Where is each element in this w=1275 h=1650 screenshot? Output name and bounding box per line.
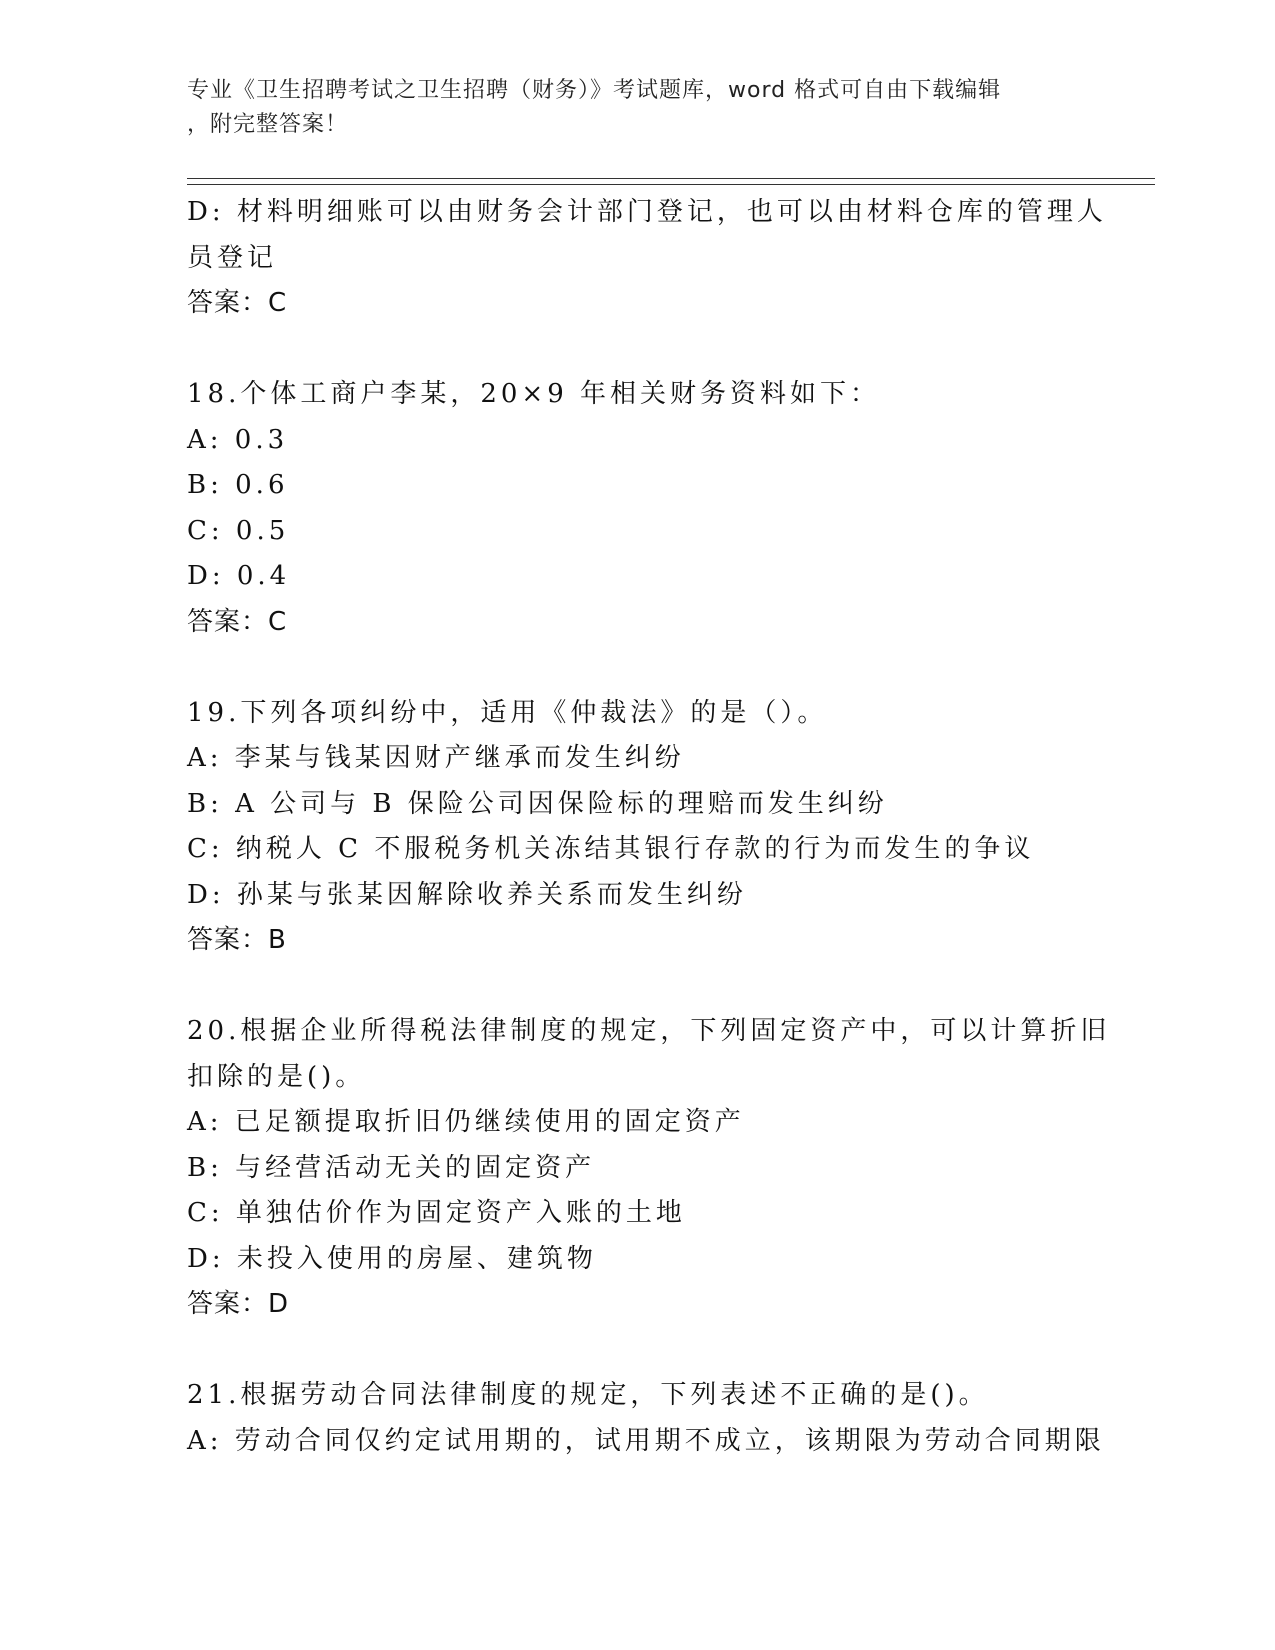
question-19 <box>187 691 1087 964</box>
option-b: B: 与经营活动无关的固定资产 <box>187 1152 596 1183</box>
question-18 <box>187 372 1087 645</box>
option-a: A: 已足额提取折旧仍继续使用的固定资产 <box>187 1107 745 1137</box>
answer: 答案：D <box>187 1289 290 1319</box>
question-20 <box>187 1009 1111 1328</box>
question-stem: 19.下列各项纠纷中，适用《仲裁法》的是（）。 <box>187 697 828 728</box>
spacer <box>187 645 1087 691</box>
question-17-continuation <box>187 190 1107 327</box>
document-header <box>187 74 1067 142</box>
header-divider-top <box>187 178 1155 179</box>
spacer <box>187 327 1087 373</box>
question-stem: 21.根据劳动合同法律制度的规定，下列表述不正确的是()。 <box>187 1380 989 1410</box>
question-stem: 18.个体工商户李某，20×9 年相关财务资料如下： <box>187 379 881 409</box>
answer: 答案：C <box>187 288 288 318</box>
option-c: C: 0.5 <box>187 515 290 546</box>
question-stem: 20.根据企业所得税法律制度的规定，下列固定资产中，可以计算折旧 <box>187 1016 1111 1046</box>
document-body <box>187 190 1111 1464</box>
option-c: C: 单独估价作为固定资产入账的土地 <box>187 1198 686 1228</box>
option-d: D: 0.4 <box>187 561 291 591</box>
option-c: C: 纳税人 C 不服税务机关冻结其银行存款的行为而发生的争议 <box>187 834 1035 864</box>
header-line-2: ，附完整答案！ <box>187 112 349 137</box>
answer: 答案：B <box>187 925 287 955</box>
option-d: D: 材料明细账可以由财务会计部门登记，也可以由材料仓库的管理人 <box>187 197 1107 227</box>
option-d: D: 未投入使用的房屋、建筑物 <box>187 1243 597 1274</box>
spacer <box>187 1328 1087 1374</box>
option-b: B: A 公司与 B 保险公司因保险标的理赔而发生纠纷 <box>187 788 888 819</box>
option-d-continued: 员登记 <box>187 242 278 273</box>
option-a: A: 劳动合同仅约定试用期的，试用期不成立，该期限为劳动合同期限 <box>187 1425 1105 1456</box>
question-stem-continued: 扣除的是()。 <box>187 1061 366 1092</box>
header-line-1: 专业《卫生招聘考试之卫生招聘（财务）》考试题库，word 格式可自由下载编辑 <box>187 78 1002 103</box>
header-divider-bottom <box>187 184 1155 185</box>
option-b: B: 0.6 <box>187 470 289 500</box>
option-a: A: 李某与钱某因财产继承而发生纠纷 <box>187 743 685 773</box>
option-d: D: 孙某与张某因解除收养关系而发生纠纷 <box>187 879 747 910</box>
answer: 答案：C <box>187 606 288 637</box>
spacer <box>187 964 1087 1010</box>
question-21 <box>187 1373 1105 1464</box>
option-a: A: 0.3 <box>187 424 289 455</box>
